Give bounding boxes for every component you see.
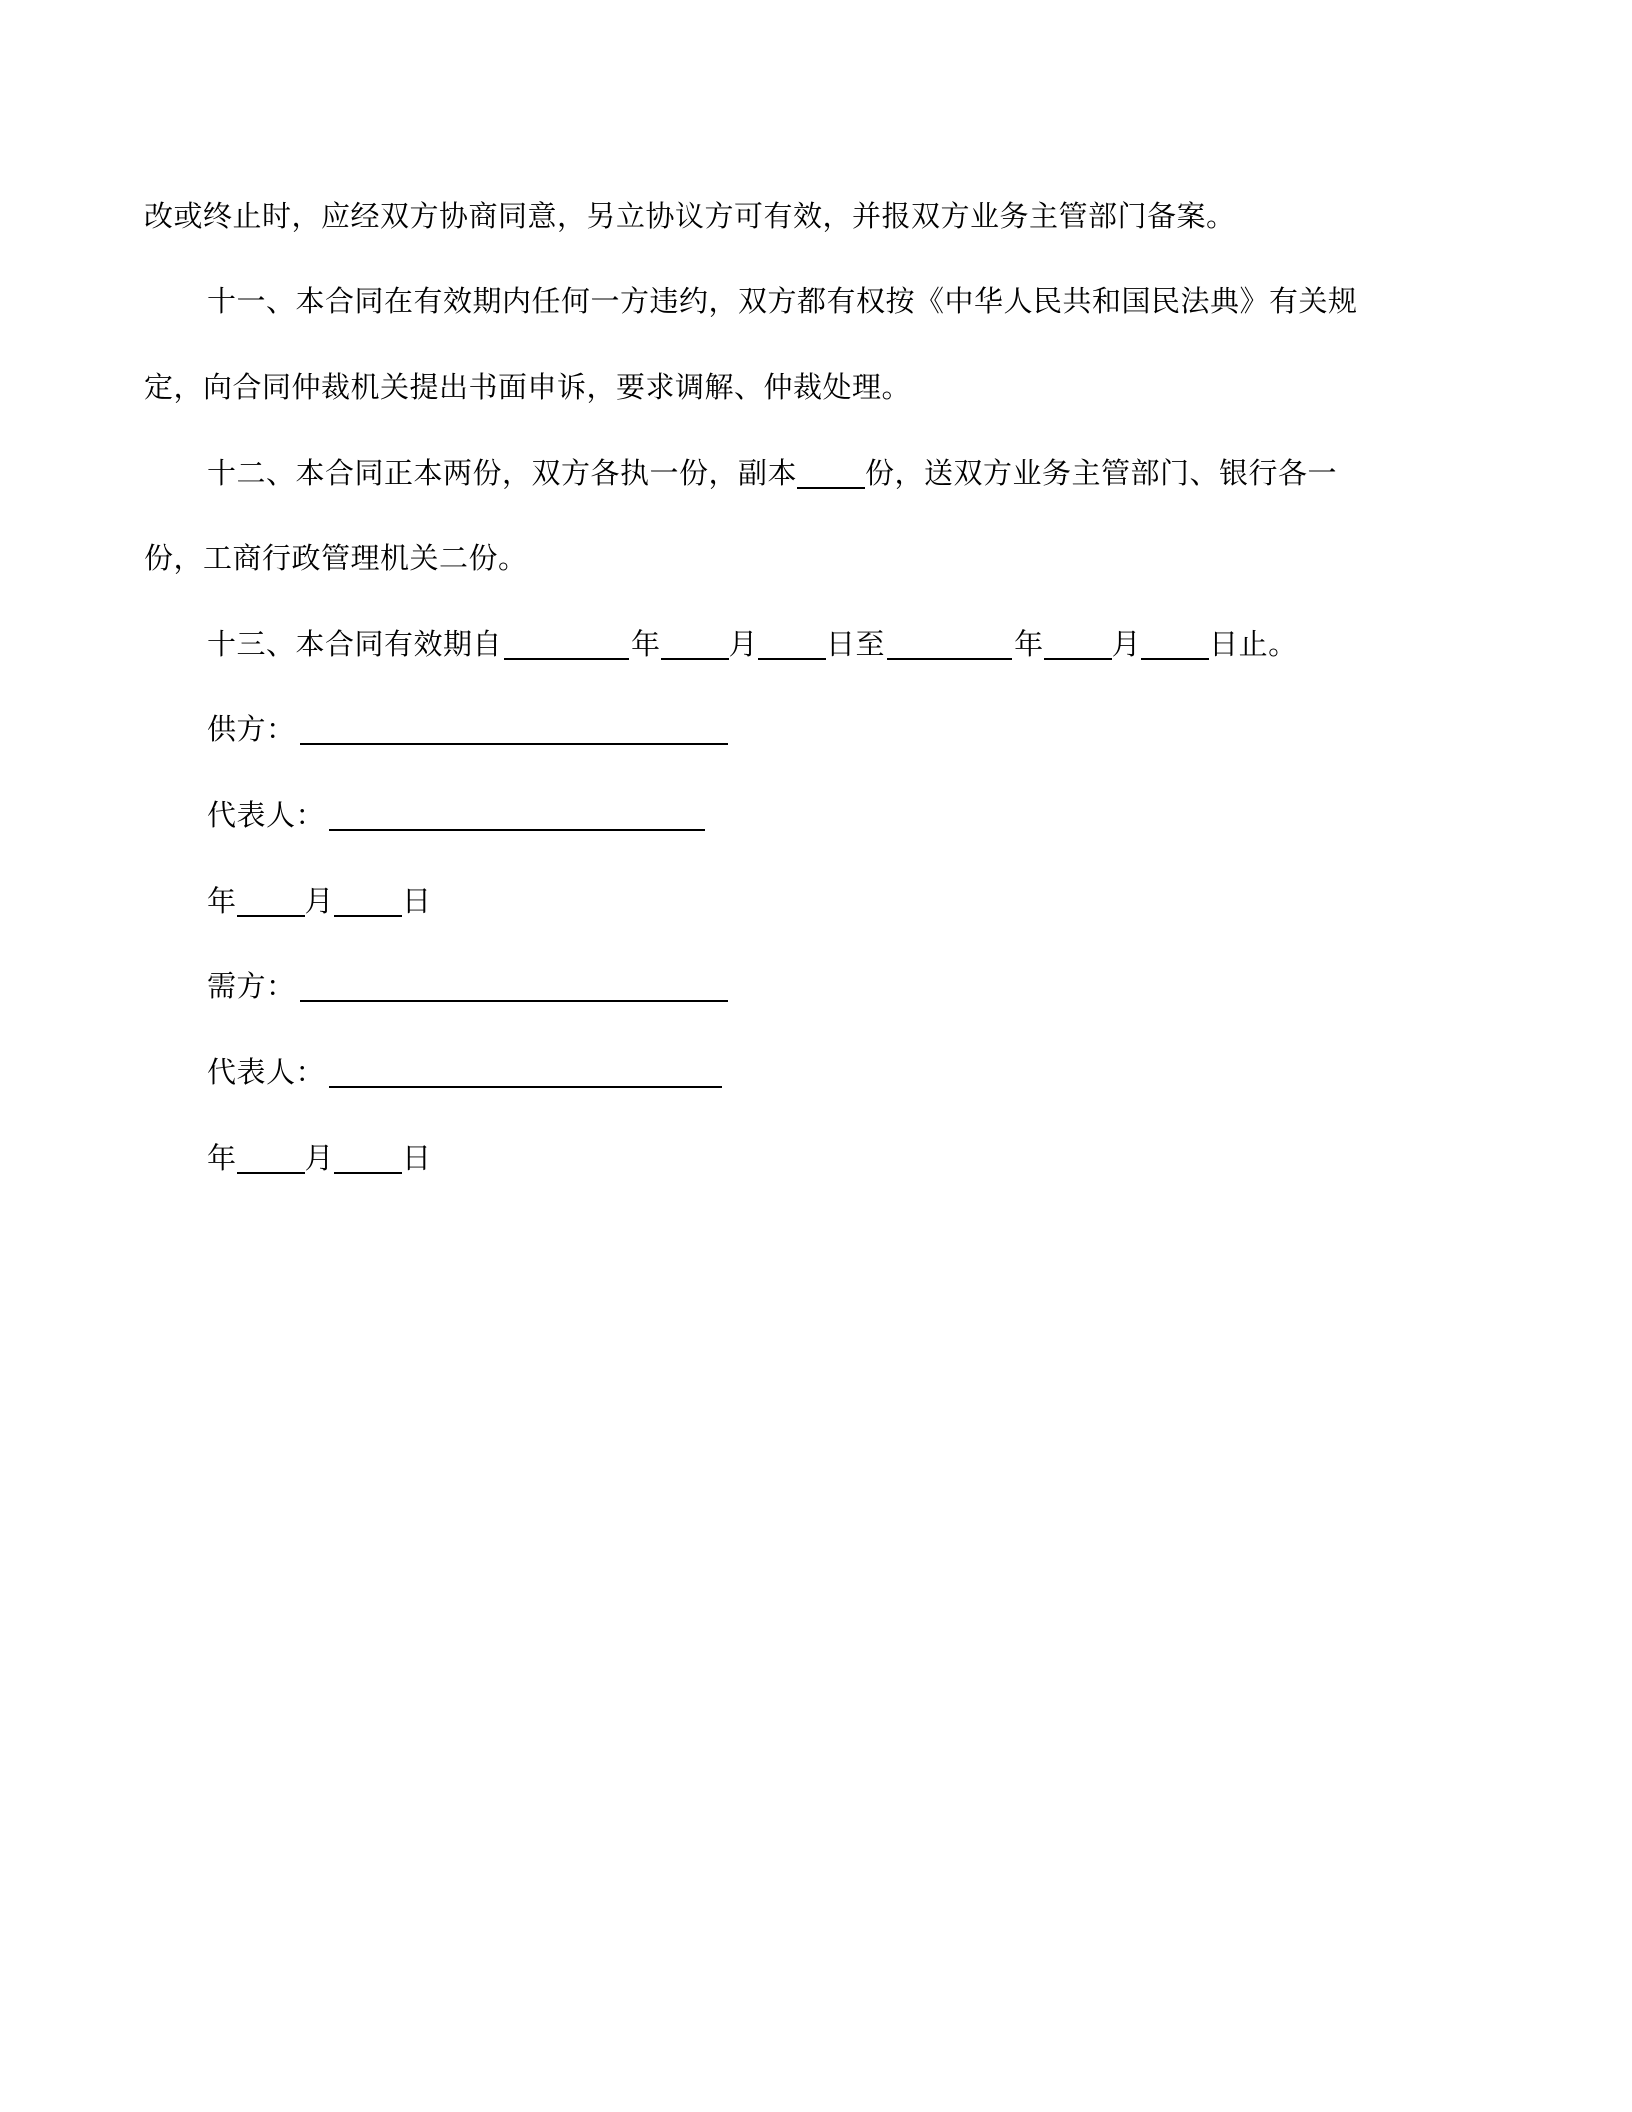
clause-12-text-2: 份，工商行政管理机关二份。: [144, 541, 528, 575]
buyer-month-label: 月: [304, 1141, 335, 1175]
buyer-day-blank[interactable]: [334, 1142, 402, 1174]
supplier-rep-line: [207, 795, 705, 835]
clause-12-text-1b: 份，送双方业务主管部门、银行各一: [865, 456, 1338, 490]
start-month-blank[interactable]: [661, 628, 729, 660]
copies-blank[interactable]: [797, 457, 865, 489]
supplier-rep-blank[interactable]: [329, 799, 705, 831]
start-year-blank[interactable]: [504, 628, 629, 660]
buyer-month-blank[interactable]: [237, 1142, 305, 1174]
supplier-year-label: 年: [207, 884, 237, 918]
buyer-rep-line: [207, 1052, 722, 1092]
buyer-blank[interactable]: [300, 970, 728, 1002]
clause-12-line-1: [207, 453, 1337, 493]
buyer-line: [207, 966, 728, 1006]
supplier-blank[interactable]: [300, 713, 728, 745]
clause-11-line-1: [207, 281, 1358, 321]
supplier-line: [207, 709, 728, 749]
start-month-label: 月: [728, 627, 759, 661]
buyer-rep-blank[interactable]: [329, 1056, 722, 1088]
end-month-blank[interactable]: [1044, 628, 1112, 660]
start-year-label: 年: [631, 627, 661, 661]
end-day-label: 日止。: [1209, 627, 1298, 661]
buyer-label: 需方：: [207, 969, 296, 1003]
supplier-day-label: 日: [402, 884, 432, 918]
buyer-rep-label: 代表人：: [207, 1055, 326, 1089]
clause-12-text-1a: 十二、本合同正本两份，双方各执一份，副本: [207, 456, 798, 490]
buyer-day-label: 日: [402, 1141, 432, 1175]
supplier-month-blank[interactable]: [237, 885, 305, 917]
start-day-blank[interactable]: [758, 628, 826, 660]
end-year-label: 年: [1014, 627, 1044, 661]
end-day-blank[interactable]: [1141, 628, 1209, 660]
buyer-date-line: [207, 1138, 432, 1178]
end-month-label: 月: [1111, 627, 1142, 661]
supplier-month-label: 月: [304, 884, 335, 918]
clause-10-continuation: [144, 196, 1236, 236]
end-year-blank[interactable]: [887, 628, 1012, 660]
clause-13-text: 十三、本合同有效期自: [207, 627, 503, 661]
supplier-rep-label: 代表人：: [207, 798, 326, 832]
clause-10-text: 改或终止时，应经双方协商同意，另立协议方可有效，并报双方业务主管部门备案。: [144, 199, 1236, 233]
clause-13: [207, 624, 1298, 664]
clause-12-line-2: [144, 538, 528, 578]
supplier-label: 供方：: [207, 712, 296, 746]
buyer-year-label: 年: [207, 1141, 237, 1175]
clause-11-text-1: 十一、本合同在有效期内任何一方违约，双方都有权按《中华人民共和国民法典》有关规: [207, 284, 1358, 318]
clause-11-line-2: [144, 367, 911, 407]
supplier-day-blank[interactable]: [334, 885, 402, 917]
clause-11-text-2: 定，向合同仲裁机关提出书面申诉，要求调解、仲裁处理。: [144, 370, 912, 404]
start-day-label: 日至: [826, 627, 886, 661]
supplier-date-line: [207, 881, 432, 921]
